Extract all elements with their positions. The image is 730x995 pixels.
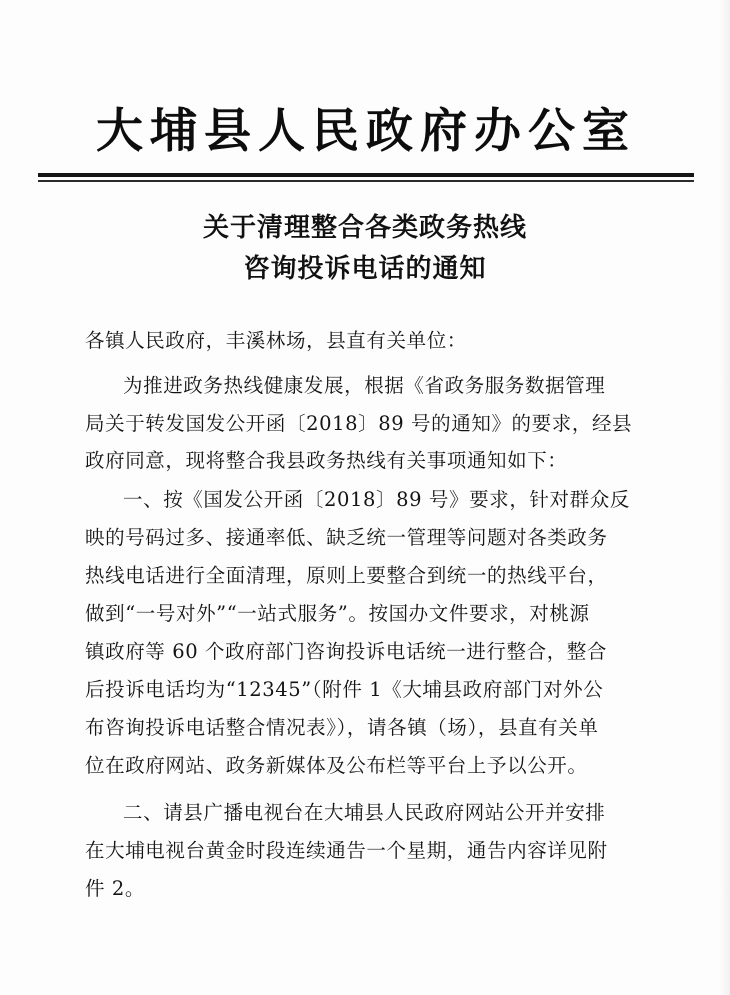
salutation: 各镇人民政府，丰溪林场，县直有关单位： [85, 329, 467, 352]
body-line: 布咨询投诉电话整合情况表》），请各镇（场），县直有关单 [85, 716, 599, 739]
body-line: 二、请县广播电视台在大埔县人民政府网站公开并安排 [123, 801, 606, 824]
body-line: 后投诉电话均为“12345”（附件 1《大埔县政府部门对外公 [85, 678, 604, 701]
body-line: 局关于转发国发公开函〔2018〕89 号的通知》的要求，经县 [85, 412, 633, 435]
header-rule-thick [38, 173, 694, 177]
body-line: 政府同意，现将整合我县政务热线有关事项通知如下： [85, 449, 568, 472]
issuing-office-header: 大埔县人民政府办公室 [96, 104, 636, 159]
document-title-line-1: 关于清理整合各类政务热线 [202, 213, 527, 243]
document-title-line-2: 咨询投诉电话的通知 [243, 254, 487, 284]
header-rule-thin [38, 180, 694, 182]
body-line: 热线电话进行全面清理，原则上要整合到统一的热线平台， [85, 564, 608, 587]
body-line: 位在政府网站、政务新媒体及公布栏等平台上予以公开。 [85, 754, 588, 777]
body-line: 为推进政务热线健康发展，根据《省政务服务数据管理 [123, 374, 606, 397]
body-line: 在大埔电视台黄金时段连续通告一个星期，通告内容详见附 [85, 839, 608, 862]
body-line: 做到“一号对外”“一站式服务”。按国办文件要求，对桃源 [85, 602, 590, 625]
body-line: 一、按《国发公开函〔2018〕89 号》要求，针对群众反 [123, 488, 630, 511]
body-line: 件 2。 [85, 877, 146, 900]
body-line: 镇政府等 60 个政府部门咨询投诉电话统一进行整合，整合 [85, 640, 608, 663]
page-edge-shadow [720, 0, 730, 995]
body-line: 映的号码过多、接通率低、缺乏统一管理等问题对各类政务 [85, 526, 608, 549]
document-title [60, 208, 670, 290]
